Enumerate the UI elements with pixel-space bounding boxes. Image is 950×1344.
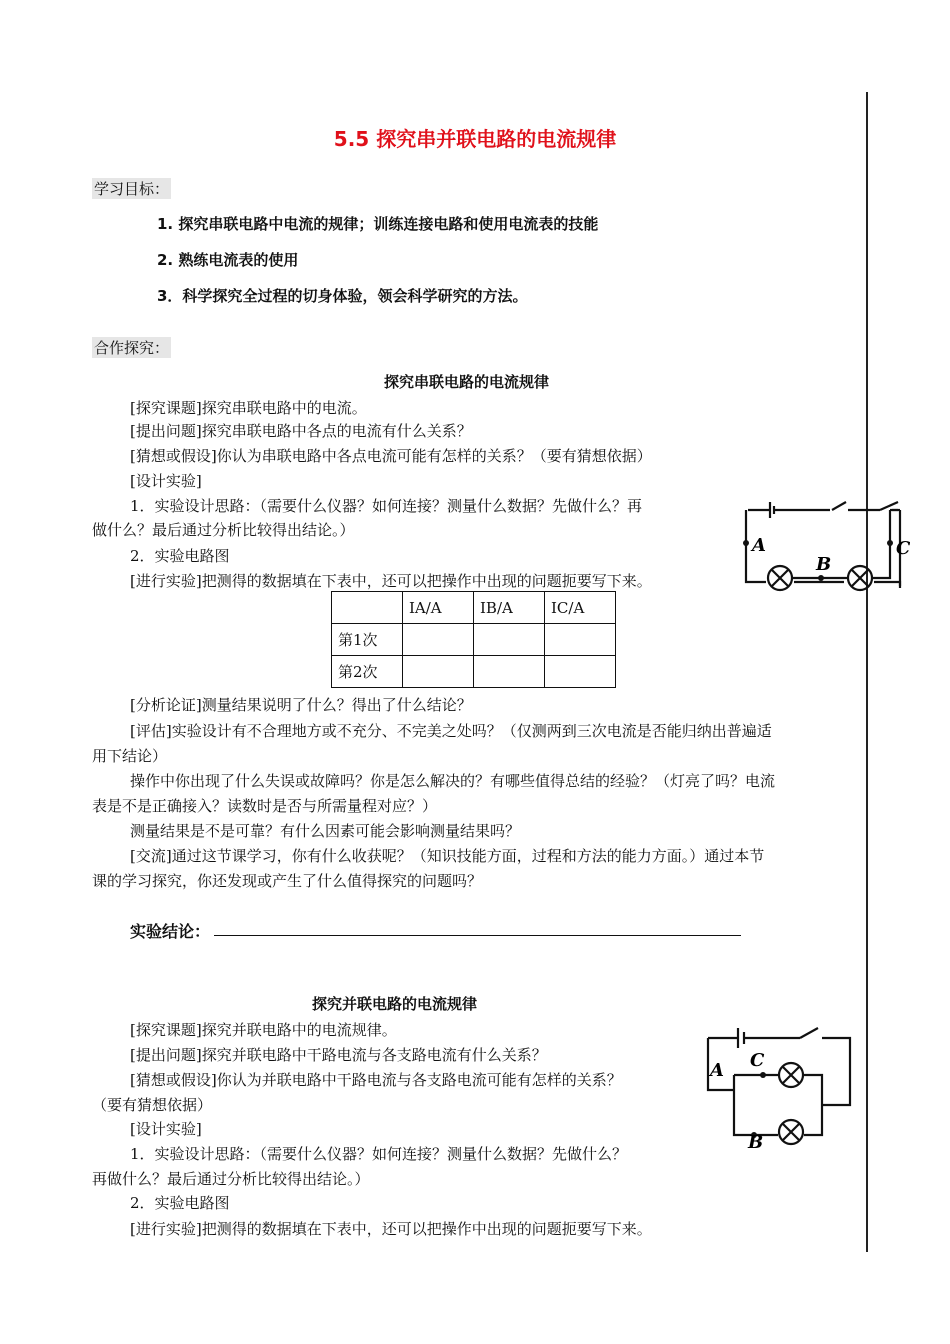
conclusion-label: 实验结论： (130, 922, 211, 941)
parallel-label-b: B (748, 1132, 764, 1150)
parallel-circuit-diagram (700, 1020, 860, 1150)
series-line-operation-cont: 表是不是正确接入？读数时是否与所需量程对应？） (92, 797, 438, 815)
node-a-dot (743, 540, 749, 546)
coop-heading: 合作探究： (94, 339, 170, 357)
parallel-line-design: [设计实验] (130, 1120, 202, 1138)
parallel-line-question: [提出问题]探究并联电路中干路电流与各支路电流有什么关系？ (130, 1046, 547, 1064)
parallel-line-idea-cont: 再做什么？最后通过分析比较得出结论。） (92, 1170, 370, 1188)
series-line-design: [设计实验] (130, 472, 202, 490)
node-c-dot (887, 540, 893, 546)
series-line-diagram: 2．实验电路图 (130, 547, 230, 565)
node-b-dot (818, 575, 824, 581)
margin-rule (866, 92, 868, 1252)
series-line-question: [提出问题]探究串联电路中各点的电流有什么关系？ (130, 422, 472, 440)
table-header-ic: IC/A (545, 592, 616, 624)
series-heading: 探究串联电路的电流规律 (384, 373, 550, 391)
table-row-label: 第1次 (332, 624, 403, 656)
series-line-analysis: [分析论证]测量结果说明了什么？得出了什么结论？ (130, 696, 472, 714)
series-line-exchange: [交流]通过这节课学习，你有什么收获呢？（知识技能方面，过程和方法的能力方面。）通过本节 (130, 847, 765, 865)
series-line-exchange-cont: 课的学习探究，你还发现或产生了什么值得探究的问题吗？ (92, 872, 483, 890)
table-row-label: 第2次 (332, 656, 403, 688)
series-label-b: B (816, 554, 832, 575)
series-line-hypothesis: [猜想或假设]你认为串联电路中各点电流可能有怎样的关系？（要有猜想依据） (130, 447, 652, 465)
goals-heading: 学习目标： (94, 180, 170, 198)
table-header-ia: IA/A (403, 592, 474, 624)
table-cell[interactable] (403, 624, 474, 656)
table-cell[interactable] (474, 624, 545, 656)
conclusion-answer-line[interactable] (214, 935, 741, 936)
series-line-operation: 操作中你出现了什么失误或故障吗？你是怎么解决的？有哪些值得总结的经验？（灯亮了吗？电流 (130, 772, 776, 790)
table-cell[interactable] (403, 656, 474, 688)
series-data-table (331, 591, 616, 688)
goal-3: 3．科学探究全过程的切身体验，领会科学研究的方法。 (157, 287, 528, 305)
table-header-ib: IB/A (474, 592, 545, 624)
series-line-idea: 1．实验设计思路：（需要什么仪器？如何连接？测量什么数据？先做什么？再 (130, 497, 643, 515)
series-line-evaluate: [评估]实验设计有不合理地方或不充分、不完美之处吗？（仅测两到三次电流是否能归纳出普遍适 (130, 722, 772, 740)
table-row (332, 656, 616, 688)
series-line-evaluate-cont: 用下结论） (92, 747, 168, 765)
parallel-line-idea: 1．实验设计思路：（需要什么仪器？如何连接？测量什么数据？先做什么？ (130, 1145, 628, 1163)
goal-2: 2. 熟练电流表的使用 (157, 251, 299, 269)
table-cell[interactable] (474, 656, 545, 688)
parallel-line-hypothesis: [猜想或假设]你认为并联电路中干路电流与各支路电流可能有怎样的关系？ (130, 1071, 622, 1089)
parallel-line-hypothesis-cont: （要有猜想依据） (92, 1096, 213, 1114)
series-line-topic: [探究课题]探究串联电路中的电流。 (130, 399, 367, 417)
series-label-a: A (752, 535, 766, 556)
parallel-line-experiment: [进行实验]把测得的数据填在下表中，还可以把操作中出现的问题扼要写下来。 (130, 1220, 652, 1238)
series-line-experiment: [进行实验]把测得的数据填在下表中，还可以把操作中出现的问题扼要写下来。 (130, 572, 652, 590)
table-header-row (332, 592, 616, 624)
goal-1: 1. 探究串联电路中电流的规律；训练连接电路和使用电流表的技能 (157, 215, 599, 233)
series-line-idea-cont: 做什么？最后通过分析比较得出结论。） (92, 521, 355, 539)
table-cell[interactable] (545, 624, 616, 656)
parallel-line-topic: [探究课题]探究并联电路中的电流规律。 (130, 1021, 397, 1039)
node-c-dot (760, 1072, 766, 1078)
table-header-cell (332, 592, 403, 624)
table-row (332, 624, 616, 656)
parallel-label-a: A (710, 1060, 724, 1081)
series-circuit-diagram (740, 498, 910, 598)
page-title: 5.5 探究串并联电路的电流规律 (333, 127, 617, 151)
table-cell[interactable] (545, 656, 616, 688)
parallel-heading: 探究并联电路的电流规律 (312, 995, 478, 1013)
series-label-c: C (896, 538, 910, 559)
parallel-label-c: C (750, 1050, 765, 1071)
parallel-line-diagram: 2．实验电路图 (130, 1194, 230, 1212)
series-line-reliability: 测量结果是不是可靠？有什么因素可能会影响测量结果吗？ (130, 822, 521, 840)
